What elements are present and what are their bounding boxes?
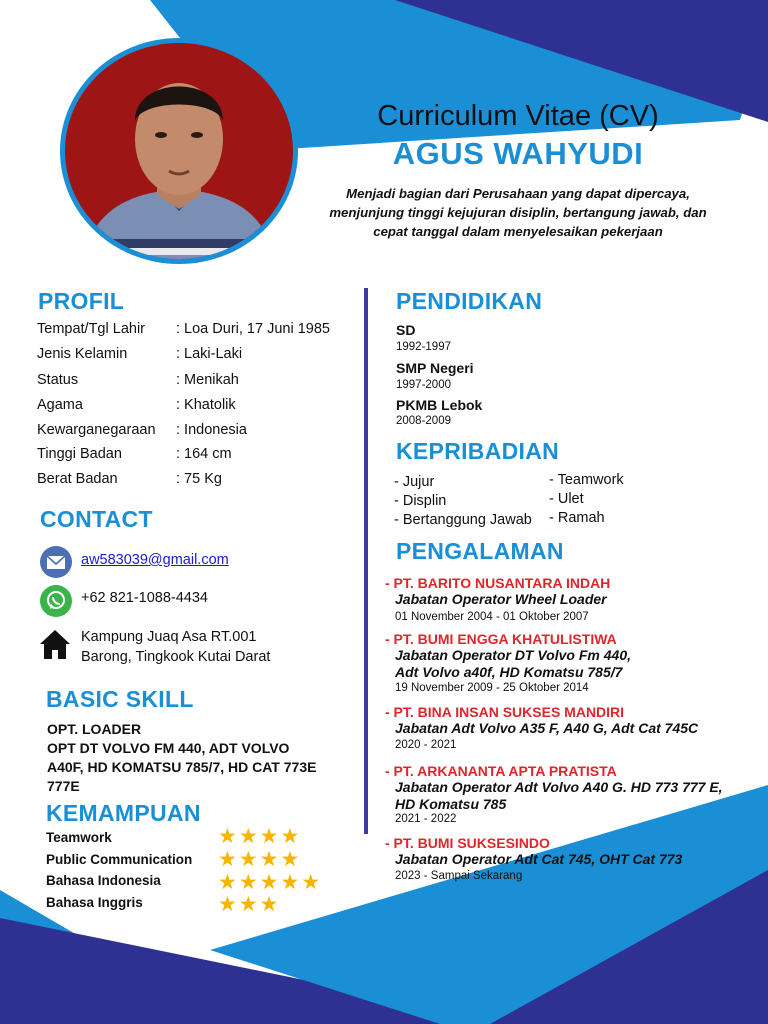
profil-key: Tinggi Badan (37, 446, 122, 462)
email-link[interactable]: aw583039@gmail.com (81, 552, 229, 568)
experience-role: Jabatan Operator Adt Cat 745, OHT Cat 773 (395, 851, 683, 867)
profil-key: Jenis Kelamin (37, 346, 128, 362)
ability-label: Bahasa Indonesia (46, 873, 161, 888)
experience-role: Jabatan Operator DT Volvo Fm 440, (395, 647, 631, 663)
profil-value: : Khatolik (176, 397, 236, 413)
trait: - Bertanggung Jawab (394, 512, 532, 528)
address-line: Kampung Juaq Asa RT.001 (81, 629, 257, 645)
skill-line: OPT. LOADER (47, 721, 142, 737)
experience-date: 01 November 2004 - 01 Oktober 2007 (395, 611, 589, 623)
experience-company: - PT. ARKANANTA APTA PRATISTA (385, 763, 617, 779)
trait: - Ulet (549, 491, 584, 507)
experience-role: HD Komatsu 785 (395, 796, 507, 812)
tagline (300, 184, 736, 241)
envelope-icon (40, 546, 72, 578)
experience-role: Jabatan Operator Adt Volvo A40 G. HD 773 777 E, (395, 779, 723, 795)
tagline-line: Menjadi bagian dari Perusahaan yang dapat dipercaya, (346, 186, 690, 201)
ability-label: Public Communication (46, 852, 193, 867)
house-icon (38, 627, 72, 661)
school-name: SMP Negeri (396, 360, 474, 376)
profil-key: Kewarganegaraan (37, 422, 156, 438)
experience-date: 19 November 2009 - 25 Oktober 2014 (395, 682, 589, 694)
profil-key: Berat Badan (37, 471, 118, 487)
experience-role: Jabatan Operator Wheel Loader (395, 591, 607, 607)
whatsapp-icon (40, 585, 72, 617)
tagline-line: menjunjung tinggi kejujuran disiplin, bertangung jawab, dan (329, 205, 707, 220)
skill-line: 777E (47, 778, 80, 794)
kepribadian-heading: KEPRIBADIAN (396, 438, 560, 464)
profil-heading: PROFIL (38, 288, 125, 314)
pendidikan-heading: PENDIDIKAN (396, 288, 543, 314)
ability-label: Bahasa Inggris (46, 895, 143, 910)
ability-label: Teamwork (46, 830, 112, 845)
trait: - Ramah (549, 510, 605, 526)
profil-value: : Loa Duri, 17 Juni 1985 (176, 321, 330, 337)
tagline-line: cepat tanggal dalam menyelesaikan pekerjaan (373, 224, 663, 239)
school-years: 1992-1997 (396, 341, 451, 353)
trait: - Teamwork (549, 472, 624, 488)
experience-company: - PT. BUMI SUKSESINDO (385, 835, 550, 851)
skill-line: A40F, HD KOMATSU 785/7, HD CAT 773E (47, 759, 317, 775)
profil-key: Tempat/Tgl Lahir (37, 321, 145, 337)
experience-company: - PT. BARITO NUSANTARA INDAH (385, 575, 611, 591)
cv-title: Curriculum Vitae (CV) (377, 100, 659, 132)
experience-role: Jabatan Adt Volvo A35 F, A40 G, Adt Cat 745C (395, 720, 699, 736)
skill-line: OPT DT VOLVO FM 440, ADT VOLVO (47, 740, 290, 756)
column-divider (364, 288, 368, 834)
profil-value: : Menikah (176, 372, 239, 388)
profil-value: : Laki-Laki (176, 346, 243, 362)
phone-number: +62 821-1088-4434 (81, 590, 208, 606)
profil-key: Agama (37, 397, 83, 413)
basic-skill-heading: BASIC SKILL (46, 686, 194, 712)
experience-company: - PT. BINA INSAN SUKSES MANDIRI (385, 704, 625, 720)
school-name: PKMB Lebok (396, 397, 483, 413)
profil-value: : 164 cm (176, 446, 232, 462)
experience-role: Adt Volvo a40f, HD Komatsu 785/7 (395, 664, 623, 680)
profile-photo (60, 38, 298, 264)
school-name: SD (396, 322, 416, 338)
kemampuan-heading: KEMAMPUAN (46, 800, 201, 826)
trait: - Displin (394, 493, 447, 509)
candidate-name: AGUS WAHYUDI (392, 136, 644, 171)
pengalaman-heading: PENGALAMAN (396, 538, 564, 564)
school-years: 2008-2009 (396, 415, 451, 427)
star-rating: ★★★ (218, 893, 281, 916)
star-rating: ★★★★★ (218, 871, 323, 894)
profil-key: Status (37, 372, 79, 388)
address (81, 627, 270, 667)
address-line: Barong, Tingkook Kutai Darat (81, 649, 271, 665)
experience-date: 2023 - Sampai Sekarang (395, 870, 523, 882)
school-years: 1997-2000 (396, 379, 451, 391)
profil-value: : Indonesia (176, 422, 247, 438)
contact-heading: CONTACT (40, 506, 153, 532)
star-rating: ★★★★ (218, 848, 302, 871)
experience-date: 2020 - 2021 (395, 739, 457, 751)
star-rating: ★★★★ (218, 825, 302, 848)
experience-date: 2021 - 2022 (395, 813, 457, 825)
trait: - Jujur (394, 474, 435, 490)
experience-company: - PT. BUMI ENGGA KHATULISTIWA (385, 631, 617, 647)
profil-value: : 75 Kg (176, 471, 222, 487)
